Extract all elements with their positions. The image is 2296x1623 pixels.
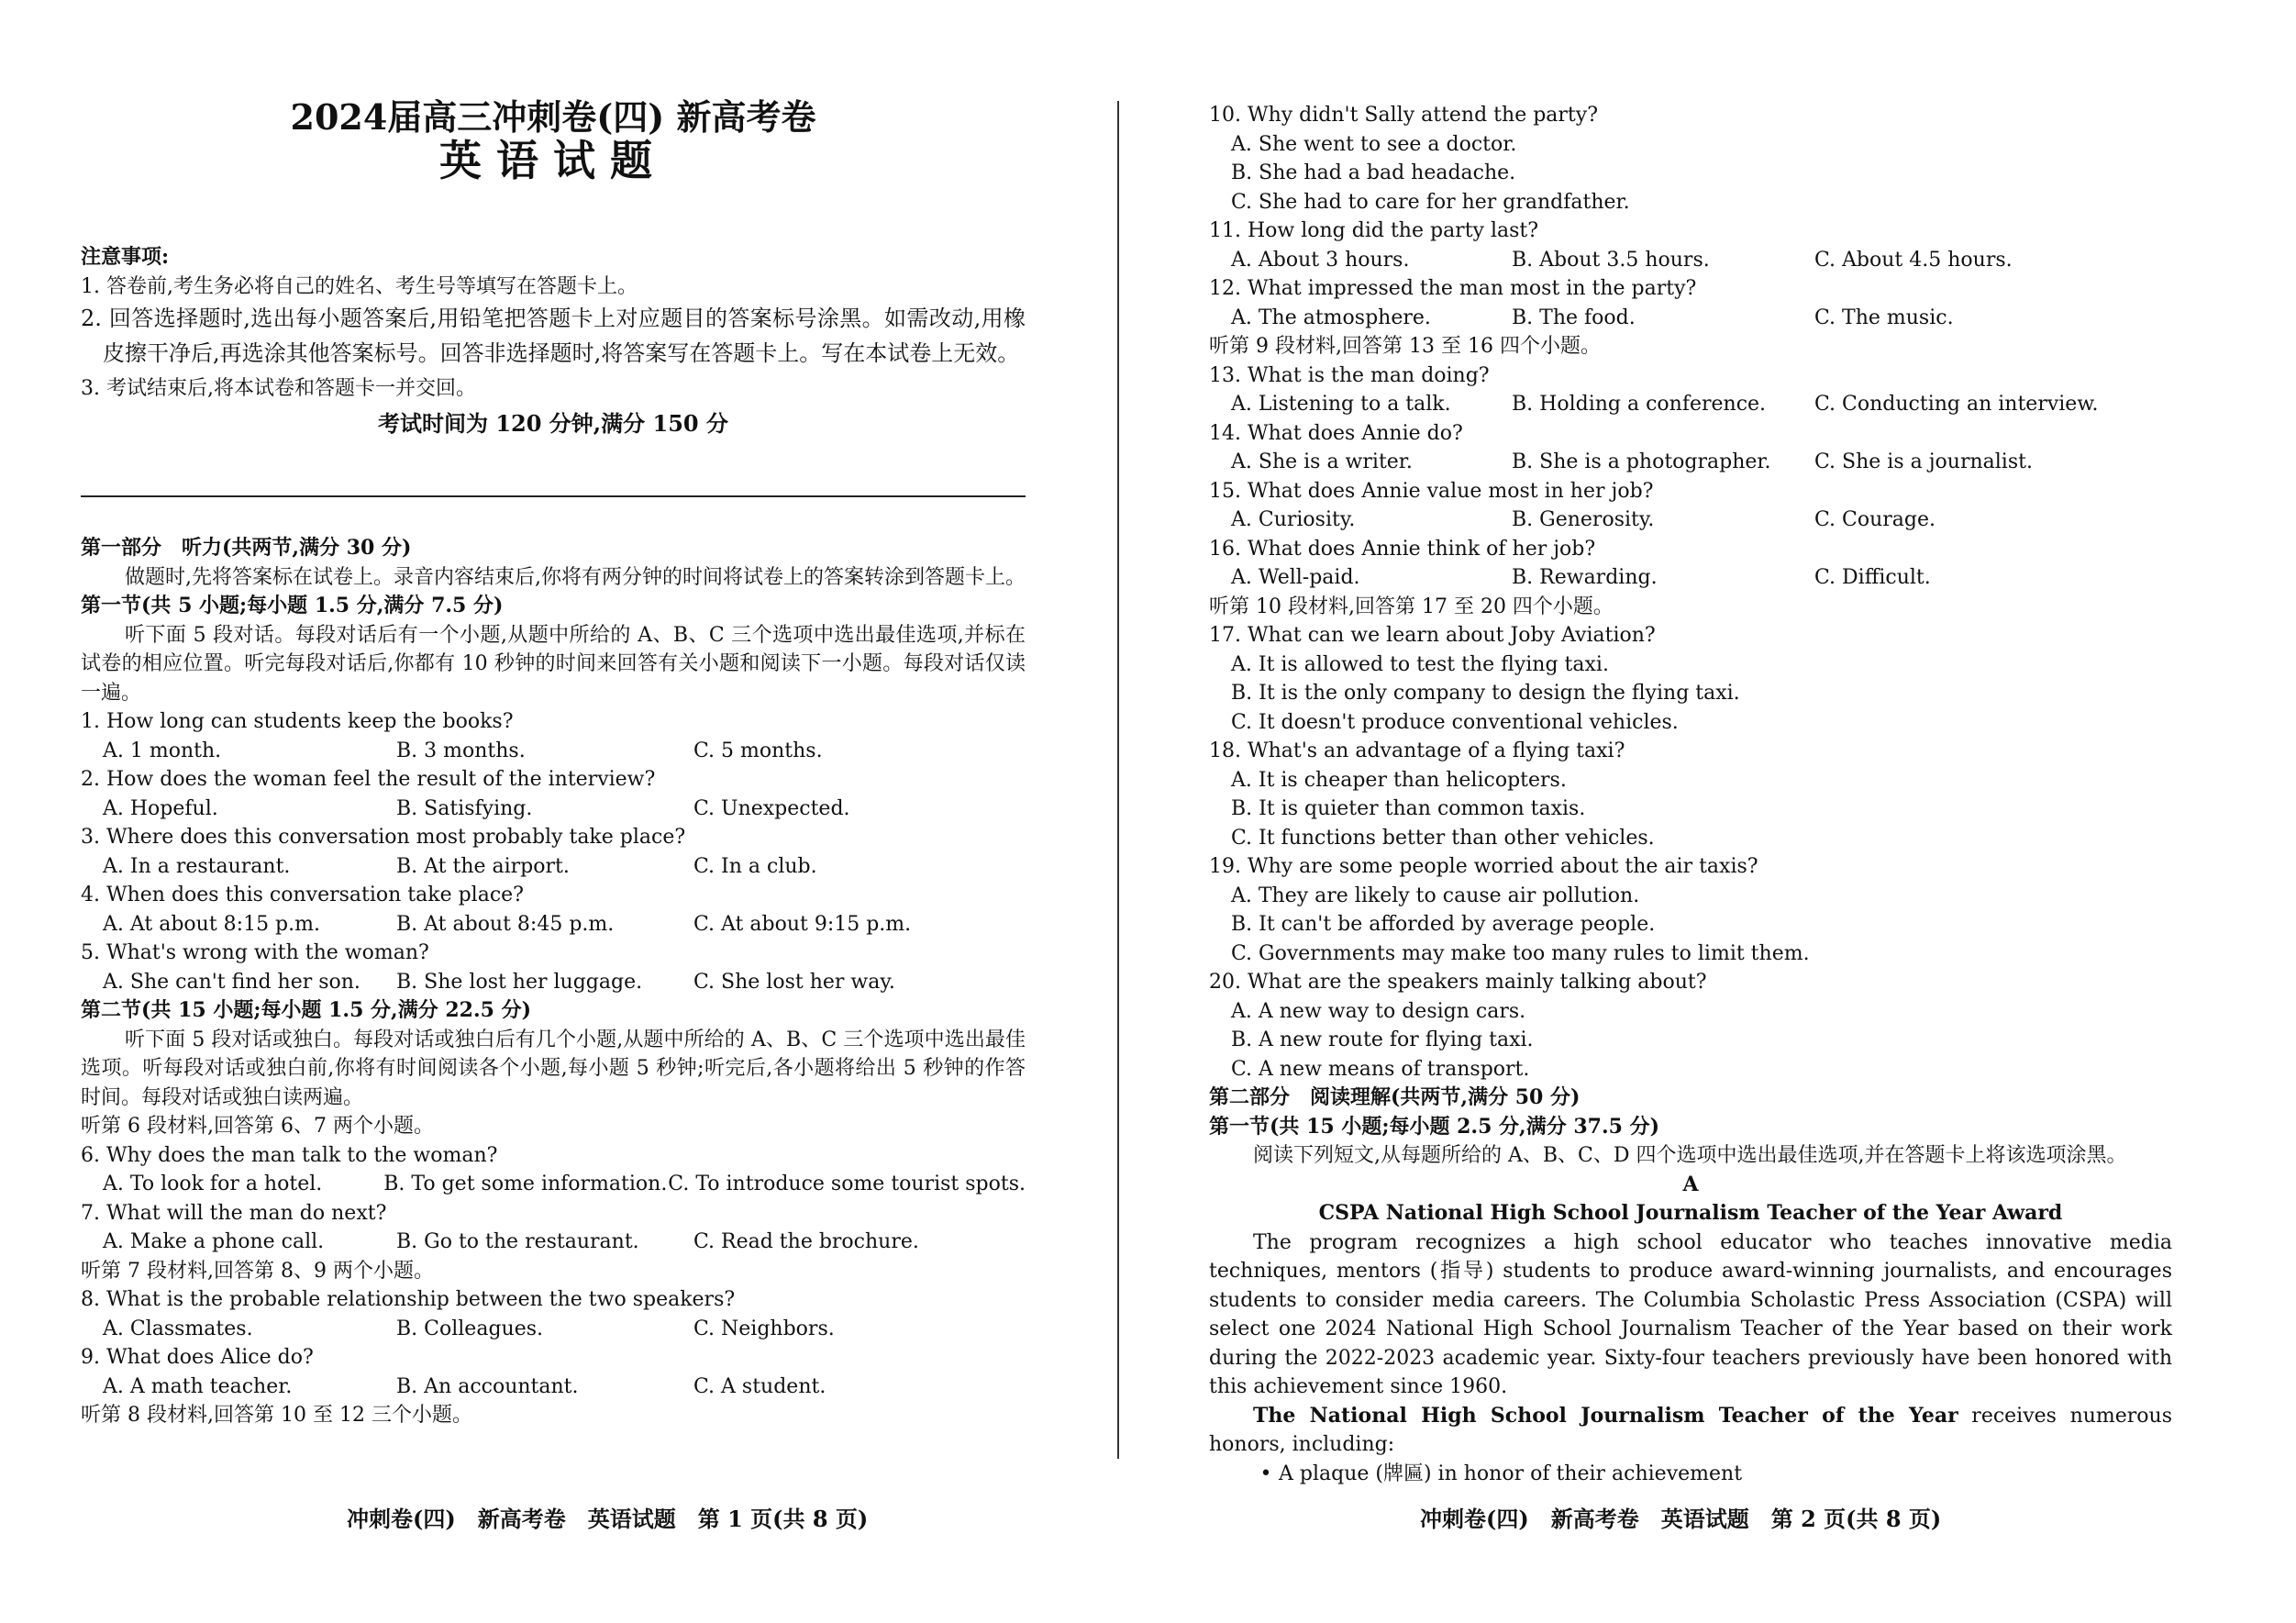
option-a: A. Make a phone call.: [103, 1230, 325, 1253]
option-b: B. She had a bad headache.: [1231, 161, 1516, 184]
passage-paragraph: [1209, 1402, 2172, 1460]
question: 1. How long can students keep the books?: [81, 710, 514, 733]
question: 13. What is the man doing?: [1209, 363, 1490, 387]
option-c: C. The music.: [1814, 306, 1954, 329]
material-label: 听第 6 段材料,回答第 6、7 两个小题。: [81, 1115, 434, 1138]
option-b: B. Holding a conference.: [1512, 393, 1767, 416]
option-a: A. About 3 hours.: [1231, 248, 1410, 272]
option-b: B. Colleagues.: [396, 1317, 543, 1340]
option-b: B. Generosity.: [1512, 508, 1655, 531]
listening-section: [81, 534, 1026, 1430]
material-label: 听第 10 段材料,回答第 17 至 20 四个小题。: [1209, 595, 1614, 618]
option-a: A. She can't find her son.: [103, 970, 360, 994]
option-c: C. At about 9:15 p.m.: [693, 912, 912, 936]
option-c: C. In a club.: [693, 854, 817, 878]
part1-heading: 第一部分 听力(共两节,满分 30 分): [81, 536, 412, 560]
part2-heading: 第二部分 阅读理解(共两节,满分 50 分): [1209, 1085, 1581, 1109]
option-a: A. In a restaurant.: [103, 854, 291, 878]
option-c: C. She lost her way.: [693, 970, 895, 994]
option-c: C. She had to care for her grandfather.: [1231, 190, 1630, 214]
option-c: C. Conducting an interview.: [1814, 393, 2099, 416]
option-c: C. It doesn't produce conventional vehicles.: [1231, 710, 1679, 734]
option-c: C. She is a journalist.: [1814, 450, 2033, 473]
option-b: B. To get some information.: [383, 1173, 668, 1195]
option-b: B. It can't be afforded by average people.: [1231, 913, 1656, 936]
question: 6. Why does the man talk to the woman?: [81, 1143, 498, 1167]
option-a: A. She is a writer.: [1231, 450, 1413, 473]
option-a: A. Curiosity.: [1231, 508, 1356, 531]
passage-label: A: [1682, 1172, 1699, 1196]
options: [81, 852, 1026, 882]
option-c: C. About 4.5 hours.: [1814, 248, 2013, 272]
option-a: A. They are likely to cause air pollution.: [1231, 884, 1640, 907]
material-label: 听第 8 段材料,回答第 10 至 12 三个小题。: [81, 1404, 472, 1427]
p2sec1-heading: 第一节(共 15 小题;每小题 2.5 分,满分 37.5 分): [1209, 1114, 1660, 1139]
listening-continued: [1209, 101, 2172, 1488]
options: [1209, 506, 2172, 535]
header-rule: [81, 495, 1026, 497]
option-b: B. It is the only company to design the flying taxi.: [1231, 682, 1740, 705]
passage-text: receives numerous honors, including:: [1209, 1404, 2173, 1456]
question: 9. What does Alice do?: [81, 1346, 314, 1369]
option-a: A. It is cheaper than helicopters.: [1231, 768, 1567, 792]
question: 8. What is the probable relationship between the two speakers?: [81, 1288, 736, 1311]
page-footer: 冲刺卷(四) 新高考卷 英语试题 第 1 页(共 8 页): [347, 1506, 869, 1532]
part1-intro: 做题时,先将答案标在试卷上。录音内容结束后,你将有两分钟的时间将试卷上的答案转涂到答题卡上。: [125, 565, 1026, 589]
notice-item: 2. 回答选择题时,选出每小题答案后,用铅笔把答题卡上对应题目的答案标号涂黑。如需改动,用橡皮擦干净后,再选涂其他答案标号。回答非选择题时,将答案写在答题卡上。写在本试卷上无效。: [81, 306, 1026, 366]
options: [81, 1373, 1026, 1402]
option-a: A. To look for a hotel.: [103, 1173, 323, 1195]
options: [81, 1170, 1026, 1199]
option-a: A. Well-paid.: [1231, 566, 1360, 589]
option-c: C. Courage.: [1814, 508, 1936, 531]
material-label: 听第 9 段材料,回答第 13 至 16 四个小题。: [1209, 335, 1601, 358]
option-a: A. At about 8:15 p.m.: [103, 912, 320, 936]
option-b: B. A new route for flying taxi.: [1231, 1028, 1534, 1051]
passage-title: CSPA National High School Journalism Teacher of the Year Award: [1318, 1201, 2063, 1225]
passage-paragraph: The program recognizes a high school educator who teaches innovative media techniques, mentors (指导) students to produce award-winning journalists, and encourages students to consider media careers. The Columbia Scholastic Press Association (CSPA) will select one 2024 National High School Journalism Teacher of the Year based on their work during the 2022-2023 academic year. Sixty-four teachers previously have been honored with this achievement since 1960.: [1209, 1230, 2172, 1398]
option-a: A. She went to see a doctor.: [1231, 132, 1517, 156]
option-a: A. Classmates.: [103, 1317, 253, 1340]
option-c: C. 5 months.: [693, 739, 823, 762]
option-b: B. At the airport.: [396, 854, 570, 878]
bullet-item: • A plaque (牌匾) in honor of their achievement: [1209, 1460, 2172, 1489]
option-b: B. Rewarding.: [1512, 566, 1658, 589]
exam-subject: 英语试题: [439, 136, 667, 185]
options: [1209, 246, 2172, 275]
option-c: C. Difficult.: [1814, 566, 1931, 589]
option-c: C. Governments may make too many rules to limit them.: [1231, 941, 1810, 965]
question: 19. Why are some people worried about the air taxis?: [1209, 855, 1758, 878]
option-a: A. Listening to a talk.: [1231, 393, 1451, 416]
option-b: B. An accountant.: [396, 1374, 579, 1398]
question: 20. What are the speakers mainly talking about?: [1209, 971, 1707, 994]
option-c: C. To introduce some tourist spots.: [668, 1173, 1026, 1195]
notice-heading: 注意事项:: [81, 245, 170, 269]
option-b: B. Go to the restaurant.: [396, 1230, 639, 1253]
option-a: A. A new way to design cars.: [1231, 999, 1526, 1023]
sec2-intro: 听下面 5 段对话或独白。每段对话或独白后有几个小题,从题中所给的 A、B、C 三个选项中选出最佳选项。听每段对话或独白前,你将有时间阅读各个小题,每小题 5 秒钟;听完后,各小题将给出 5 秒钟的作答时间。每段对话或独白读两遍。: [81, 1028, 1026, 1109]
option-a: A. It is allowed to test the flying taxi.: [1231, 652, 1609, 676]
notice-section: [81, 243, 1026, 438]
option-b: B. 3 months.: [396, 739, 526, 762]
option-b: B. It is quieter than common taxis.: [1231, 797, 1586, 820]
question: 16. What does Annie think of her job?: [1209, 537, 1596, 561]
option-b: B. Satisfying.: [396, 796, 533, 820]
p2sec1-intro: 阅读下列短文,从每题所给的 A、B、C、D 四个选项中选出最佳选项,并在答题卡上将该选项涂黑。: [1253, 1144, 2127, 1167]
page-footer: 冲刺卷(四) 新高考卷 英语试题 第 2 页(共 8 页): [1420, 1506, 1942, 1532]
option-a: A. The atmosphere.: [1231, 306, 1431, 329]
option-b: B. About 3.5 hours.: [1512, 248, 1710, 272]
notice-item: 1. 答卷前,考生务必将自己的姓名、考生号等填写在答题卡上。: [81, 274, 638, 298]
option-c: C. Unexpected.: [693, 796, 850, 820]
option-b: B. She is a photographer.: [1512, 450, 1771, 473]
options: [81, 1315, 1026, 1344]
question: 12. What impressed the man most in the party?: [1209, 277, 1697, 300]
option-a: A. Hopeful.: [103, 796, 218, 820]
exam-time: 考试时间为 120 分钟,满分 150 分: [378, 409, 728, 437]
options: [81, 968, 1026, 997]
material-label: 听第 7 段材料,回答第 8、9 两个小题。: [81, 1259, 434, 1283]
option-c: C. A new means of transport.: [1231, 1057, 1530, 1081]
option-b: B. At about 8:45 p.m.: [396, 912, 615, 936]
option-c: C. Neighbors.: [693, 1317, 835, 1340]
question: 2. How does the woman feel the result of the interview?: [81, 768, 656, 791]
options: [81, 910, 1026, 939]
sec1-heading: 第一节(共 5 小题;每小题 1.5 分,满分 7.5 分): [81, 594, 504, 617]
option-c: C. A student.: [693, 1374, 826, 1398]
options: [81, 795, 1026, 824]
passage-bold-phrase: The National High School Journalism Teacher of the Year: [1253, 1403, 1958, 1428]
option-c: C. Read the brochure.: [693, 1230, 919, 1253]
question: 14. What does Annie do?: [1209, 421, 1463, 445]
options: [1209, 563, 2172, 593]
sec1-intro: 听下面 5 段对话。每段对话后有一个小题,从题中所给的 A、B、C 三个选项中选出最佳选项,并标在试卷的相应位置。听完每段对话后,你都有 10 秒钟的时间来回答有关小题和阅读下一小题。每段对话仅读一遍。: [81, 623, 1026, 705]
options: [81, 737, 1026, 766]
sec2-heading: 第二节(共 15 小题;每小题 1.5 分,满分 22.5 分): [81, 998, 532, 1022]
question: 5. What's wrong with the woman?: [81, 941, 429, 964]
options: [1209, 304, 2172, 333]
option-b: B. She lost her luggage.: [396, 970, 643, 994]
question: 15. What does Annie value most in her job?: [1209, 479, 1654, 503]
option-a: A. 1 month.: [103, 739, 222, 762]
question: 11. How long did the party last?: [1209, 219, 1539, 242]
question: 4. When does this conversation take place?: [81, 884, 524, 906]
options: [81, 1228, 1026, 1257]
options: [1209, 390, 2172, 419]
question: 7. What will the man do next?: [81, 1201, 387, 1225]
option-c: C. It functions better than other vehicles.: [1231, 826, 1655, 850]
notice-item: 3. 考试结束后,将本试卷和答题卡一并交回。: [81, 377, 476, 400]
question: 17. What can we learn about Joby Aviation?: [1209, 624, 1656, 647]
exam-title: 2024届高三冲刺卷(四) 新高考卷: [290, 96, 816, 138]
question: 18. What's an advantage of a flying taxi?: [1209, 739, 1625, 762]
question: 10. Why didn't Sally attend the party?: [1209, 104, 1598, 127]
options: [1209, 448, 2172, 477]
option-a: A. A math teacher.: [103, 1374, 293, 1398]
column-divider: [1117, 101, 1119, 1459]
question: 3. Where does this conversation most probably take place?: [81, 826, 686, 849]
option-b: B. The food.: [1512, 306, 1636, 329]
